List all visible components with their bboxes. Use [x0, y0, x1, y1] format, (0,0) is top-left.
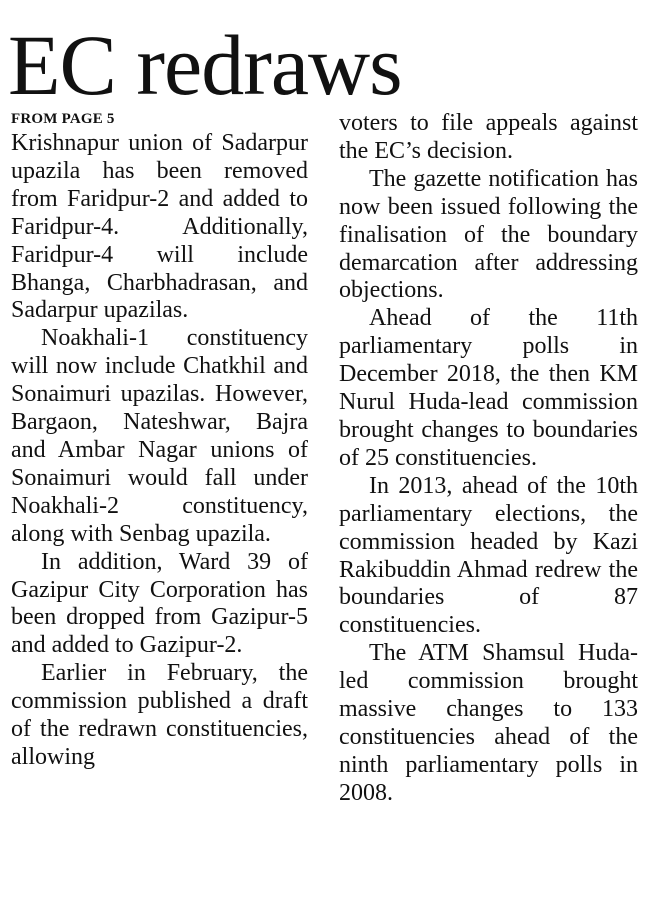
paragraph: The ATM Shamsul Huda-led commission brought massive changes to 133 constituencies ahead of the ninth parliamentary polls in 2008. [339, 640, 638, 806]
jump-label: FROM PAGE 5 [11, 111, 115, 127]
paragraph: Krishnapur union of Sadarpur upazila has been removed from Faridpur-2 and added to Faridpur-4. Additionally, Faridpur-4 will include Bhanga, Charbhadrasan, and Sadarpur upazilas. [11, 130, 308, 324]
paragraph: The gazette notification has now been issued following the finalisation of the boundary demarcation after addressing objections. [339, 165, 638, 304]
paragraph: Noakhali-1 constituency will now include Chatkhil and Sonaimuri upazilas. However, Bargaon, Nateshwar, Bajra and Ambar Nagar unions of Sonaimuri would fall under Noakhali-2 constituency, along with Senbag upazila. [11, 325, 308, 547]
headline: EC redraws [8, 17, 402, 113]
article-column-right [339, 110, 638, 808]
paragraph: voters to file appeals against the EC’s decision. [339, 110, 638, 164]
paragraph: Earlier in February, the commission published a draft of the redrawn constituencies, allowing [11, 660, 308, 770]
article-column-left [11, 130, 308, 772]
paragraph: In 2013, ahead of the 10th parliamentary elections, the commission headed by Kazi Rakibuddin Ahmad redrew the boundaries of 87 constituencies. [339, 472, 638, 639]
paragraph: In addition, Ward 39 of Gazipur City Corporation has been dropped from Gazipur-5 and added to Gazipur-2. [11, 548, 308, 659]
paragraph: Ahead of the 11th parliamentary polls in December 2018, the then KM Nurul Huda-lead commission brought changes to boundaries of 25 constituencies. [339, 305, 638, 471]
